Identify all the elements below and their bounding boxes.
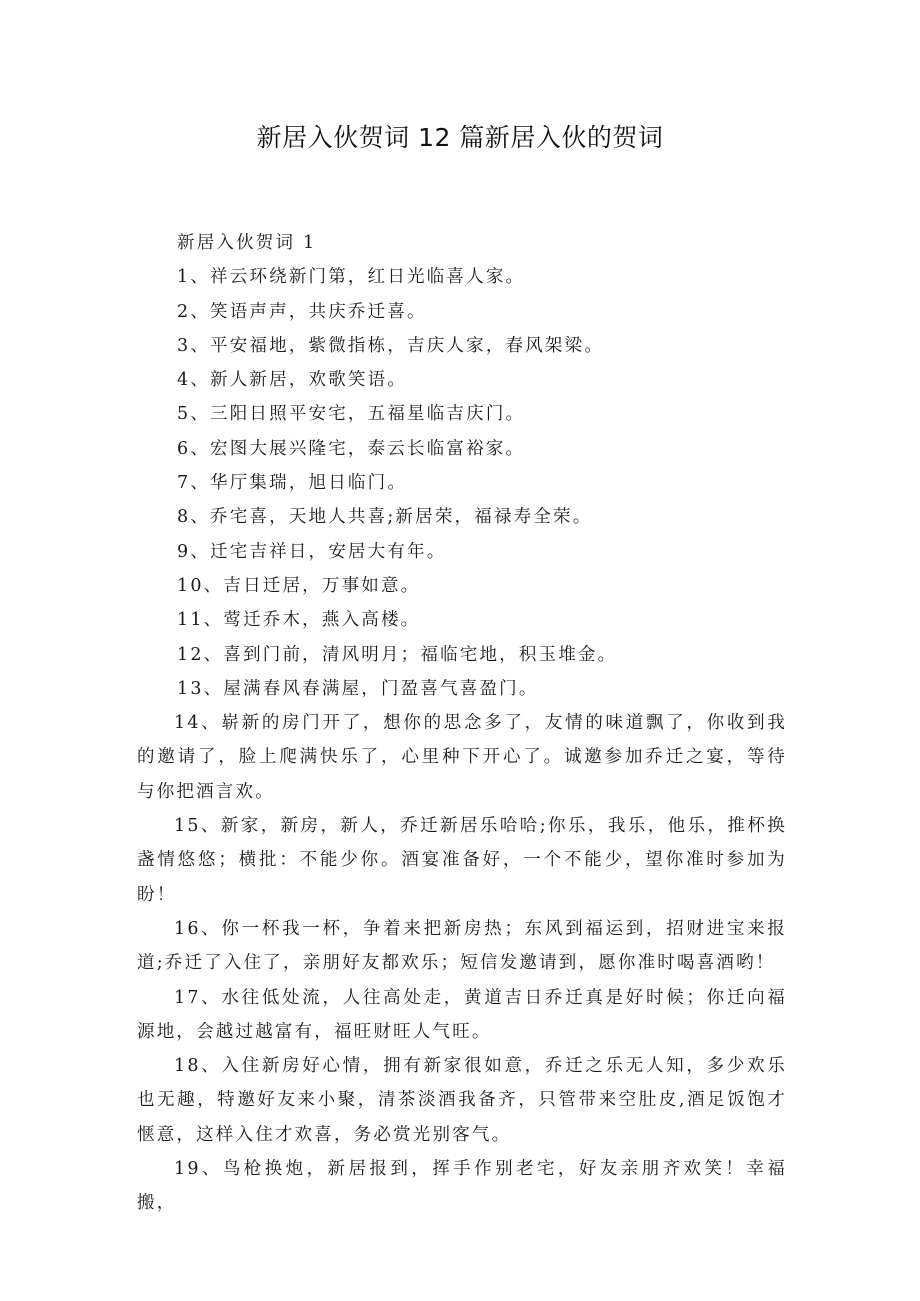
list-item: 2、笑语声声，共庆乔迁喜。: [177, 301, 427, 322]
list-item: 7、华厅集瑞，旭日临门。: [177, 473, 408, 494]
paragraph-item: 15、新家，新房，新人，乔迁新居乐哈哈;你乐，我乐，他乐，推杯换盏情悠悠；横批：不能少你。酒宴准备好，一个不能少，望你准时参加为盼！: [137, 816, 787, 905]
list-item: 8、乔宅喜，天地人共喜;新居荣，福禄寿全荣。: [177, 507, 593, 528]
list-item: 3、平安福地，紫微指栋，吉庆人家，春风架梁。: [177, 335, 605, 356]
paragraph-item: 17、水往低处流，人往高处走，黄道吉日乔迁真是好时候；你迁向福源地，会越过越富有，福旺财旺人气旺。: [137, 987, 787, 1042]
paragraph-item: 18、入住新房好心情，拥有新家很如意，乔迁之乐无人知，多少欢乐也无趣，特邀好友来小聚，清茶淡酒我备齐，只管带来空肚皮,酒足饭饱才惬意，这样入住才欢喜，务必赏光别客气。: [137, 1056, 787, 1145]
paragraph-item: 19、鸟枪换炮，新居报到，挥手作别老宅，好友亲朋齐欢笑！幸福搬，: [137, 1159, 787, 1214]
section-heading: 新居入伙贺词 1: [177, 233, 317, 253]
list-item: 10、吉日迁居，万事如意。: [177, 575, 421, 596]
list-item: 5、三阳日照平安宅，五福星临吉庆门。: [177, 404, 526, 425]
paragraph-item: 14、崭新的房门开了，想你的思念多了，友情的味道飘了，你收到我的邀请了，脸上爬满快乐了，心里种下开心了。诚邀参加乔迁之宴，等待与你把酒言欢。: [137, 713, 787, 802]
list-item: 1、祥云环绕新门第，红日光临喜人家。: [177, 267, 526, 288]
list-item: 13、屋满春风春满屋，门盈喜气喜盈门。: [177, 678, 539, 699]
list-item: 4、新人新居，欢歌笑语。: [177, 370, 408, 391]
document-body: [137, 226, 787, 1221]
list-item: 6、宏图大展兴隆宅，泰云长临富裕家。: [177, 438, 526, 459]
list-item: 11、莺迁乔木，燕入高楼。: [177, 610, 421, 631]
list-item: 12、喜到门前，清风明月；福临宅地，积玉堆金。: [177, 644, 618, 665]
document-title: 新居入伙贺词 12 篇新居入伙的贺词: [256, 123, 664, 152]
paragraph-item: 16、你一杯我一杯，争着来把新房热；东风到福运到，招财进宝来报道;乔迁了入住了，亲朋好友都欢乐；短信发邀请到，愿你准时喝喜酒哟！: [137, 918, 787, 974]
list-item: 9、迁宅吉祥日，安居大有年。: [177, 541, 447, 562]
